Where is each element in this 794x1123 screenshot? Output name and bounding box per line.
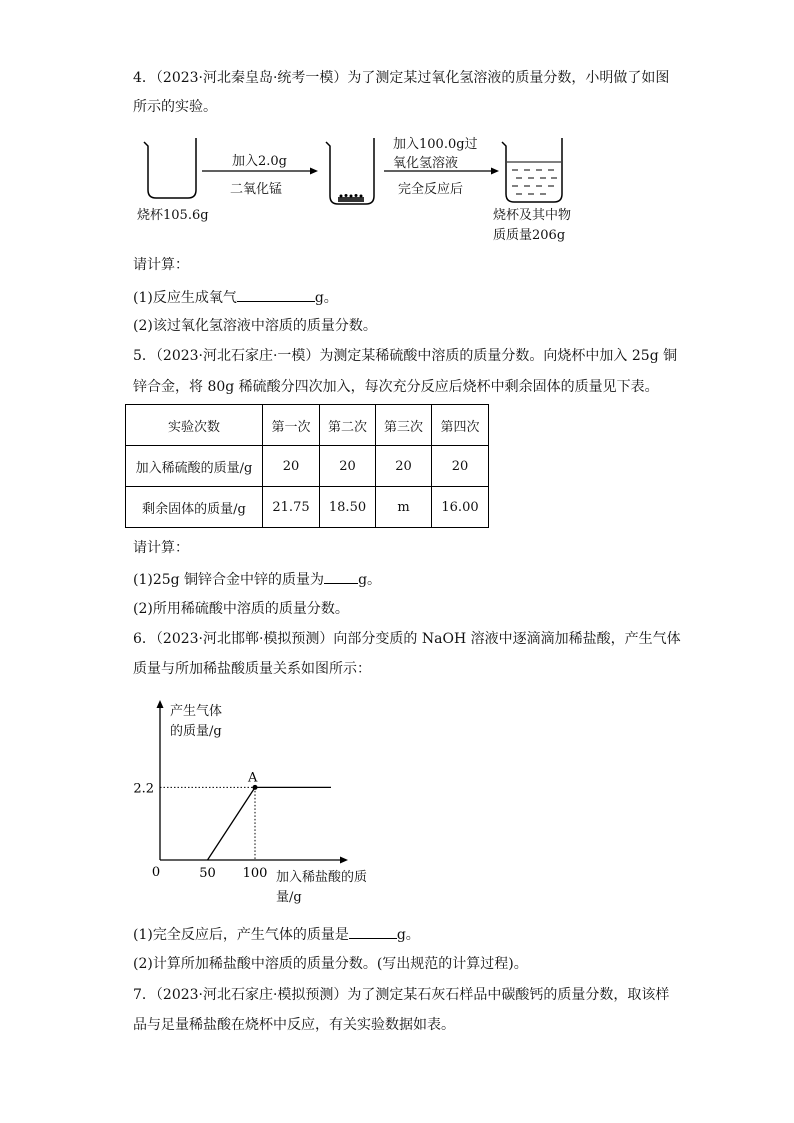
q4-sub1-pre: (1)反应生成氧气 [133,290,237,306]
table-cell: m [376,487,432,528]
table-header-cell: 第三次 [376,405,432,446]
q5-line2: 锌合金，将 80g 稀硫酸分四次加入，每次充分反应后烧杯中剩余固体的质量见下表。 [133,379,659,395]
q5-prompt: 请计算： [133,540,189,556]
arrow1-bottom-label: 二氧化锰 [230,182,283,197]
beaker2-icon [326,138,374,204]
q5-data-table [125,404,489,528]
q6-line2: 质量与所加稀盐酸质量关系如图所示： [133,661,371,677]
y-axis-label-2: 的质量/g [170,724,222,739]
q6-sub1-pre: (1)完全反应后，产生气体的质量是 [133,927,349,943]
table-cell: 20 [263,446,320,487]
q4-sub1-post: g。 [314,290,338,306]
beaker1-icon [144,138,196,198]
q4-sub1 [133,288,338,306]
x-axis-arrow [340,857,348,864]
q5-answer-blank[interactable] [324,570,358,584]
y-axis-arrow [157,700,164,708]
table-cell: 20 [320,446,376,487]
beaker3-label-2: 质质量206g [493,228,566,243]
q4-sub2: (2)该过氧化氢溶液中溶质的质量分数。 [133,318,377,334]
arrow2-head [491,168,499,175]
x-tick-label: 100 [242,866,268,881]
x-axis-label-2: 量/g [276,890,302,905]
table-row [126,446,489,487]
q5-sub1-post: g。 [358,572,382,588]
q6-sub2: (2)计算所加稀盐酸中溶质的质量分数。(写出规范的计算过程)。 [133,956,528,972]
arrow2-top-label-1: 加入100.0g过 [393,137,478,152]
y-axis-label-1: 产生气体 [170,704,223,719]
q6-sub1 [133,925,420,943]
x-tick-label: 50 [199,866,216,881]
table-cell: 20 [376,446,432,487]
beaker1-label: 烧杯105.6g [137,208,209,223]
q5-line1: 5．（2023·河北石家庄·一模）为测定某稀硫酸中溶质的质量分数。向烧杯中加入 25g 铜 [133,348,678,364]
table-cell: 16.00 [432,487,489,528]
q4-answer-blank[interactable] [237,288,315,302]
q6-line1: 6．（2023·河北邯郸·模拟预测）向部分变质的 NaOH 溶液中逐滴滴加稀盐酸，产生气体 [133,631,681,647]
x-axis-label-1: 加入稀盐酸的质 [276,870,368,885]
table-row [126,487,489,528]
table-cell: 18.50 [320,487,376,528]
arrow2-top-label-2: 氧化氢溶液 [393,156,459,171]
point-a-marker [253,785,258,790]
arrow2-bottom-label: 完全反应后 [398,182,464,197]
mno2-powder-icon [338,194,364,202]
q7-line1: 7．（2023·河北石家庄·模拟预测）为了测定某石灰石样品中碳酸钙的质量分数，取该样 [133,987,670,1003]
beaker3-label-1: 烧杯及其中物 [493,208,572,223]
table-cell: 加入稀硫酸的质量/g [126,446,263,487]
gas-series-line [208,787,332,860]
solution-liquid-icon [507,162,561,194]
y-tick-label: 2.2 [133,781,154,797]
table-cell: 20 [432,446,489,487]
table-header-cell: 实验次数 [126,405,263,446]
q6-answer-blank[interactable] [349,925,397,939]
q5-sub1-pre: (1)25g 铜锌合金中锌的质量为 [133,572,325,588]
table-cell: 21.75 [263,487,320,528]
point-a-label: A [248,770,258,786]
table-header-cell: 第一次 [263,405,320,446]
table-header-cell: 第二次 [320,405,376,446]
table-header-row [126,405,489,446]
table-cell: 剩余固体的质量/g [126,487,263,528]
q5-sub1 [133,570,381,588]
arrow1-head [310,168,318,175]
q6-sub1-post: g。 [396,927,420,943]
q4-line2: 所示的实验。 [133,99,217,115]
table-header-cell: 第四次 [432,405,489,446]
arrow1-top-label: 加入2.0g [232,154,287,169]
origin-label: 0 [151,865,161,880]
q5-sub2: (2)所用稀硫酸中溶质的质量分数。 [133,601,349,617]
q4-line1: 4．（2023·河北秦皇岛·统考一模）为了测定某过氧化氢溶液的质量分数，小明做了如图 [133,70,670,86]
q7-line2: 品与足量稀盐酸在烧杯中反应，有关实验数据如表。 [133,1017,455,1033]
q4-prompt: 请计算： [133,257,189,273]
